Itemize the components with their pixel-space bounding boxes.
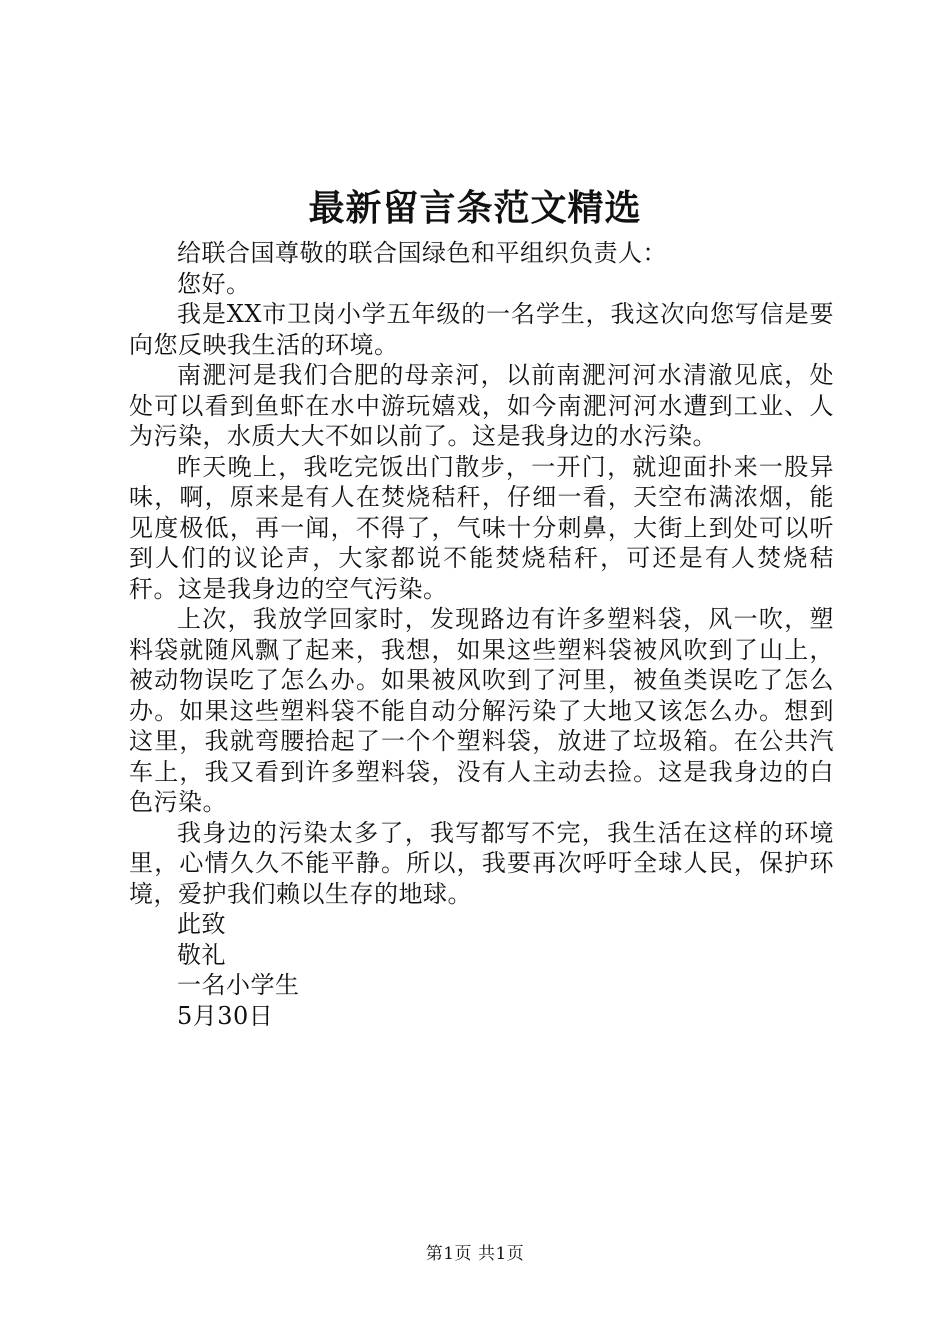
paragraph-5: 我身边的污染太多了，我写都写不完，我生活在这样的环境里，心情久久不能平静。所以，我要再次呼吁全球人民，保护环境，爱护我们赖以生存的地球。 (129, 818, 834, 908)
paragraph-4: 上次，我放学回家时，发现路边有许多塑料袋，风一吹，塑料袋就随风飘了起来，我想，如果这些塑料袋被风吹到了山上，被动物误吃了怎么办。如果被风吹到了河里，被鱼类误吃了怎么办。如果这些塑料袋不能自动分解污染了大地又该怎么办。想到这里，我就弯腰拾起了一个个塑料袋，放进了垃圾箱。在公共汽车上，我又看到许多塑料袋，没有人主动去捡。这是我身边的白色污染。 (129, 605, 834, 816)
closing-line-1: 此致 (177, 910, 226, 938)
greeting: 您好。 (177, 269, 251, 298)
letter-body (129, 238, 834, 1031)
paragraph-3: 昨天晚上，我吃完饭出门散步，一开门，就迎面扑来一股异味，啊，原来是有人在焚烧秸秆，仔细一看，天空布满浓烟，能见度极低，再一闻，不得了，气味十分刺鼻，大街上到处可以听到人们的议论声，大家都说不能焚烧秸秆，可还是有人焚烧秸秆。这是我身边的空气污染。 (129, 452, 834, 603)
paragraph-1: 我是XX市卫岗小学五年级的一名学生，我这次向您写信是要向您反映我生活的环境。 (129, 300, 834, 359)
closing-line-2: 敬礼 (177, 940, 226, 969)
salutation: 给联合国尊敬的联合国绿色和平组织负责人： (177, 239, 667, 267)
paragraph-2: 南淝河是我们合肥的母亲河，以前南淝河河水清澈见底，处处可以看到鱼虾在水中游玩嬉戏，如今南淝河河水遭到工业、人为污染，水质大大不如以前了。这是我身边的水污染。 (129, 361, 834, 450)
document-title: 最新留言条范文精选 (308, 188, 642, 229)
letter-date: 5月30日 (177, 1001, 274, 1030)
page-indicator: 第1页 共1页 (425, 1244, 525, 1264)
signature: 一名小学生 (177, 971, 300, 999)
